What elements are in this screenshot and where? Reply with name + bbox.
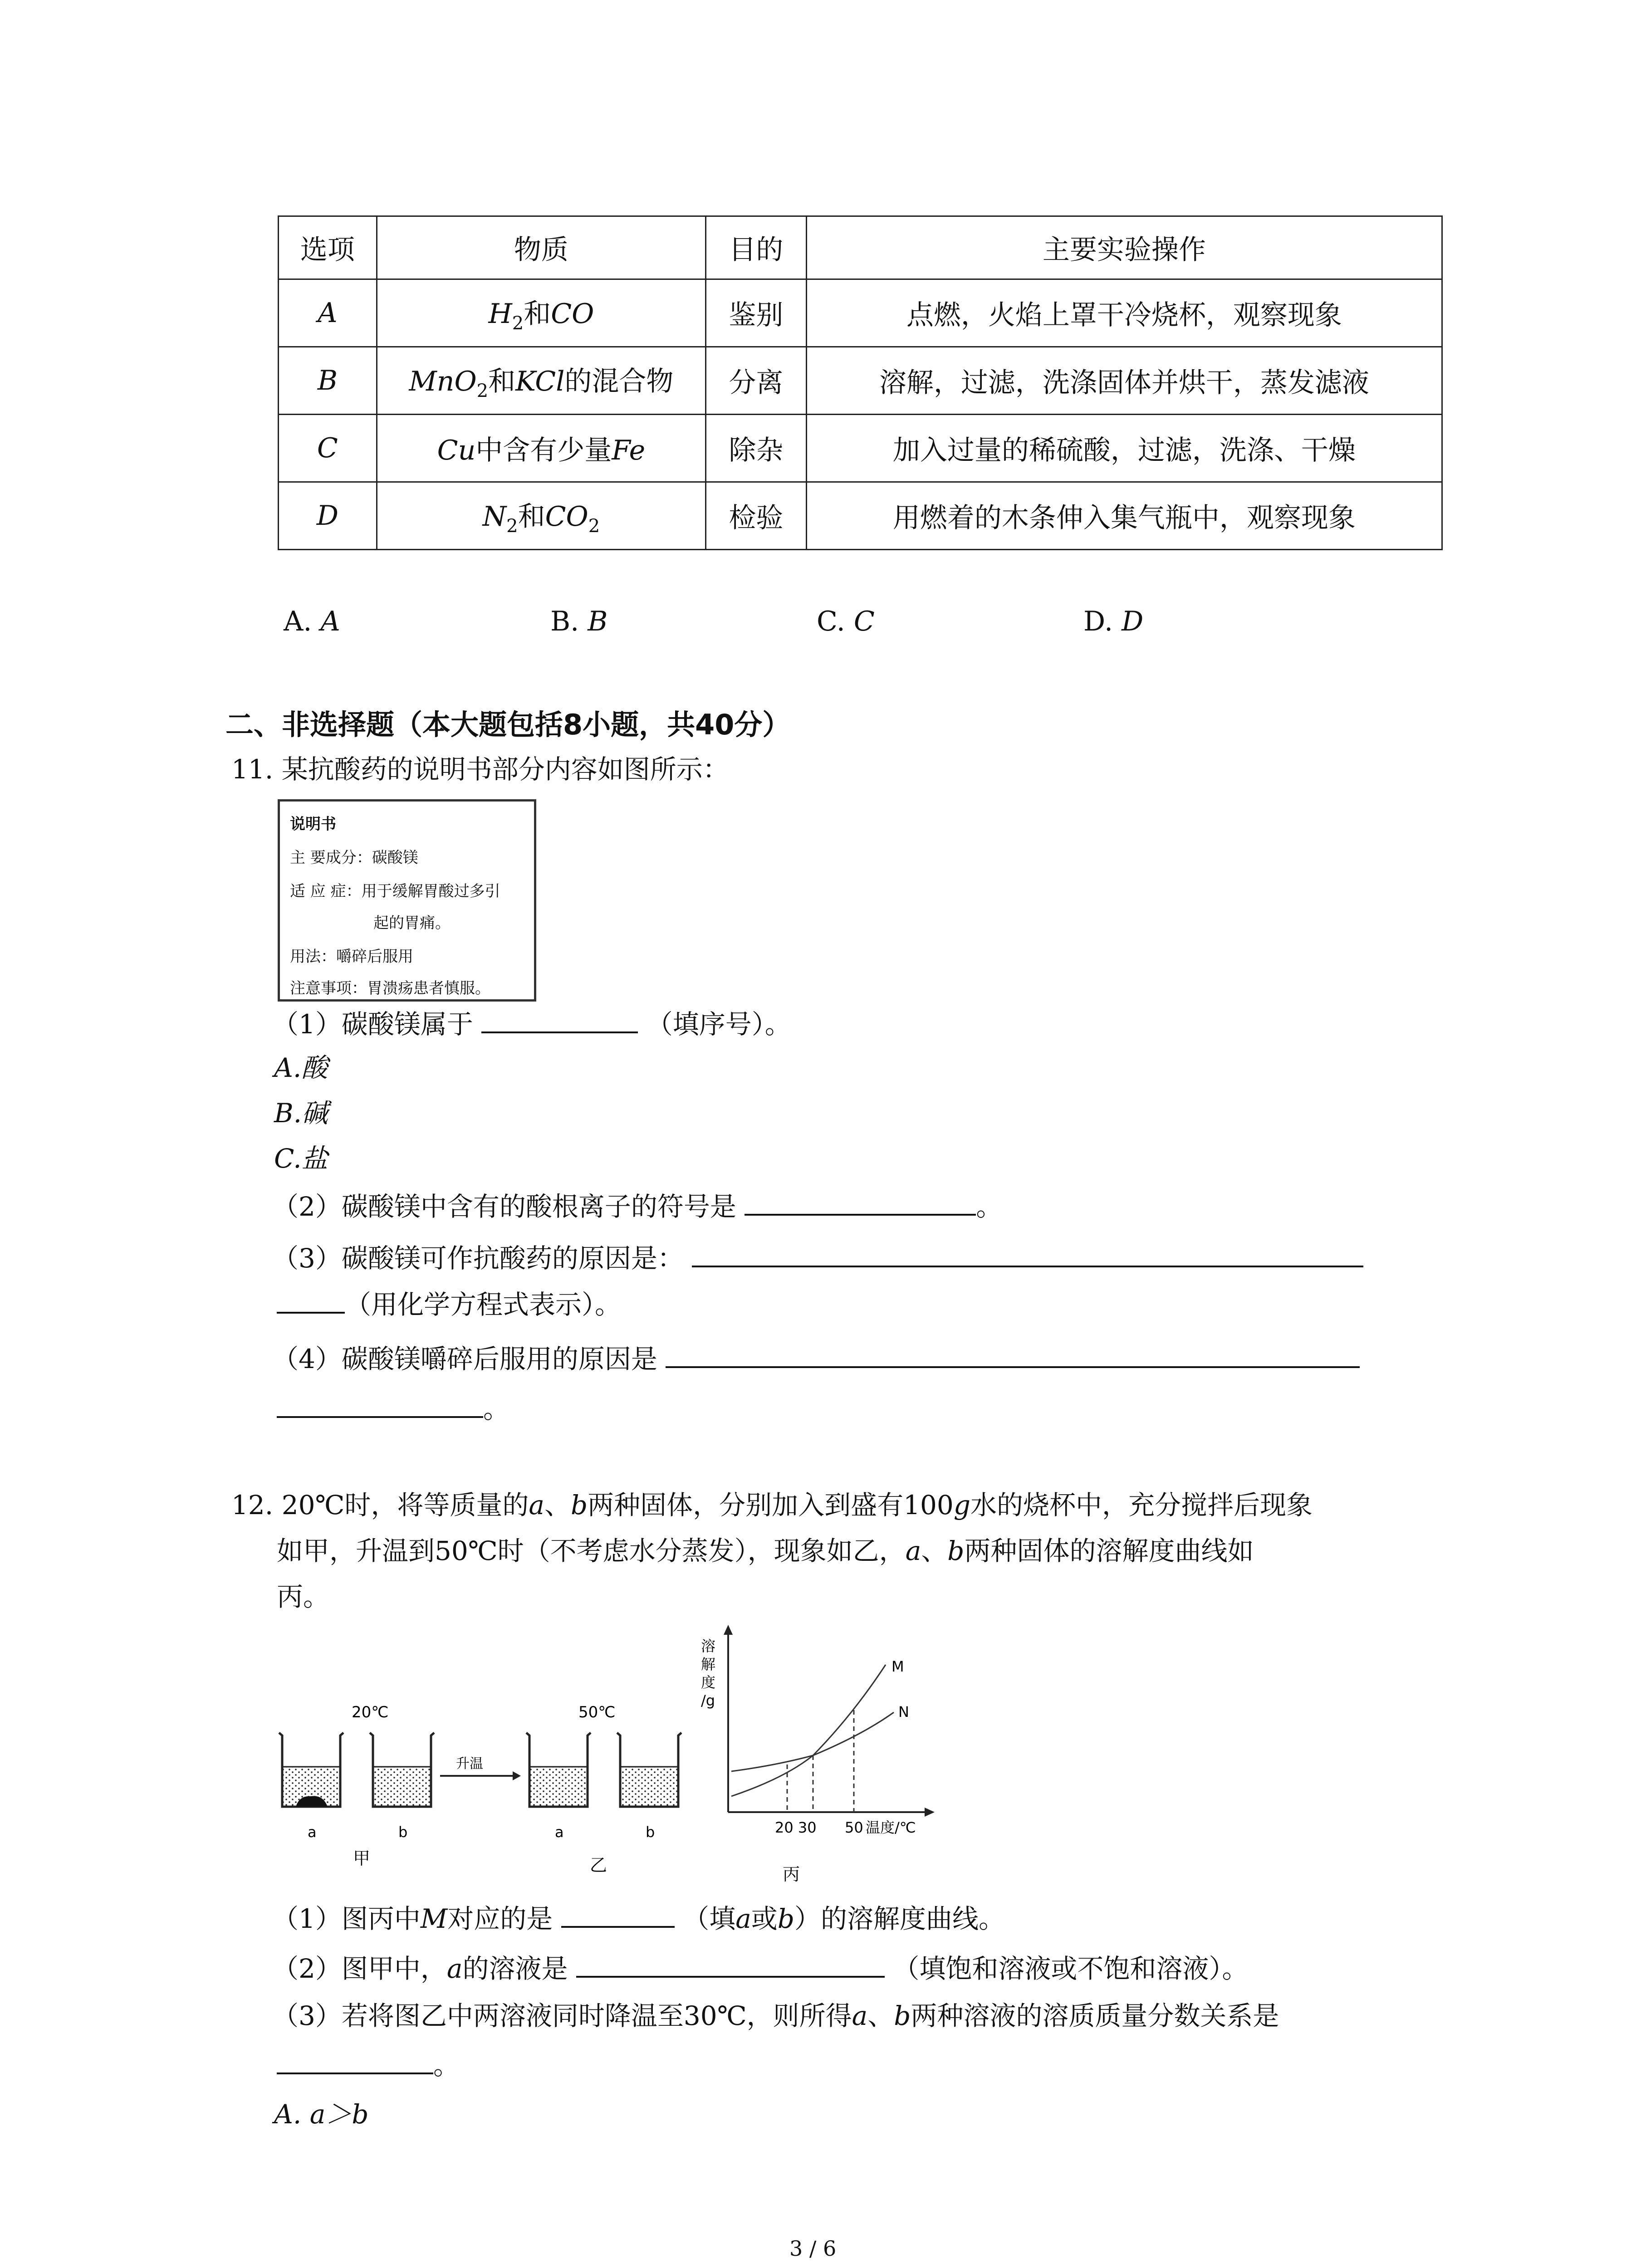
answer-blank[interactable]	[666, 1342, 1360, 1368]
solubility-graph	[701, 1625, 935, 1836]
q11-stem: 11. 某抗酸药的说明书部分内容如图所示：	[231, 754, 729, 785]
manual-line: 起的胃痛。	[373, 914, 451, 932]
q11-option-b: B.碱	[274, 1098, 328, 1129]
header-cell: 目的	[706, 216, 807, 279]
x-axis-label: 温度/℃	[866, 1819, 916, 1836]
svg-text:/g: /g	[701, 1692, 715, 1709]
tick-label: 50	[845, 1819, 863, 1836]
header-cell: 物质	[377, 216, 705, 279]
answer-blank[interactable]	[745, 1189, 976, 1216]
answer-blank[interactable]	[277, 1287, 345, 1314]
q11-part2: （2）碳酸镁中含有的酸根离子的符号是 。	[272, 1189, 1002, 1223]
heating-arrow-icon	[440, 1756, 521, 1780]
answer-blank[interactable]	[576, 1951, 885, 1978]
svg-text:解: 解	[701, 1656, 716, 1673]
beaker-label: b	[646, 1823, 655, 1841]
q12-stem-line3: 丙。	[277, 1581, 330, 1612]
purpose-cell: 分离	[706, 347, 807, 415]
option-cell: C	[279, 415, 377, 482]
section-title: 二、非选择题（本大题包括8小题，共40分）	[225, 708, 791, 741]
header-cell: 选项	[279, 216, 377, 279]
curve-n	[731, 1712, 894, 1771]
purpose-cell: 除杂	[706, 415, 807, 482]
choice-b[interactable]: B. B	[550, 606, 608, 637]
manual-line: 适 应 症：用于缓解胃酸过多引	[290, 882, 500, 900]
q11-option-c: C.盐	[274, 1143, 328, 1174]
substance-cell: MnO$_2$和KCl的混合物	[377, 347, 705, 415]
q11-part1: （1）碳酸镁属于 （填序号）。	[272, 1007, 791, 1041]
page-number: 3 / 6	[789, 2236, 837, 2261]
beaker-label: b	[398, 1823, 408, 1841]
q12-part3: （3）若将图乙中两溶液同时降温至30℃，则所得a、b两种溶液的溶质质量分数关系是	[272, 2000, 1279, 2031]
q11-part3-cont: （用化学方程式表示）。	[277, 1287, 621, 1321]
operation-cell: 溶解，过滤，洗涤固体并烘干，蒸发滤液	[806, 347, 1442, 415]
beaker-label: a	[308, 1823, 317, 1841]
table-header-row	[279, 216, 1442, 279]
option-cell: D	[279, 482, 377, 550]
q12-stem-line2: 如甲，升温到50℃时（不考虑水分蒸发），现象如乙，a、b两种固体的溶解度曲线如	[277, 1535, 1254, 1566]
substance-cell: $N_2$和$CO_2$	[377, 482, 705, 550]
manual-line: 注意事项：胃溃疡患者慎服。	[290, 979, 490, 997]
manual-line: 主 要成分：碳酸镁	[290, 849, 418, 867]
table-row	[279, 347, 1442, 415]
option-cell: B	[279, 347, 377, 415]
operation-cell: 加入过量的稀硫酸，过滤，洗涤、干燥	[806, 415, 1442, 482]
svg-text:M: M	[892, 1658, 904, 1675]
manual-title: 说明书	[290, 815, 336, 833]
beaker-yi-b	[617, 1733, 681, 1807]
choice-a[interactable]: A. A	[284, 606, 340, 637]
q12-part3-cont: 。	[277, 2048, 460, 2082]
beaker-label: a	[555, 1823, 564, 1841]
answer-blank[interactable]	[561, 1901, 675, 1928]
svg-text:溶: 溶	[701, 1637, 716, 1655]
q11-part4: （4）碳酸镁嚼碎后服用的原因是	[272, 1342, 1360, 1375]
answer-blank[interactable]	[277, 2048, 433, 2074]
answer-blank[interactable]	[277, 1392, 483, 1418]
figure-bing-label: 丙	[783, 1864, 800, 1884]
substance-cell: Cu中含有少量Fe	[377, 415, 705, 482]
curve-m	[731, 1665, 886, 1796]
figure-yi-label: 乙	[590, 1855, 607, 1875]
q12-stem-line1: 12. 20℃时，将等质量的a、b两种固体，分别加入到盛有100g水的烧杯中，充分搅拌后现象	[231, 1490, 1313, 1520]
substance-cell: $H_2$和CO	[377, 279, 705, 347]
table-row	[279, 482, 1442, 550]
table-row	[279, 279, 1442, 347]
beaker-jia-b	[370, 1733, 434, 1807]
operation-cell: 点燃，火焰上罩干冷烧杯，观察现象	[806, 279, 1442, 347]
header-cell: 主要实验操作	[806, 216, 1442, 279]
answer-blank[interactable]	[481, 1007, 638, 1033]
choice-c[interactable]: C. C	[817, 606, 875, 637]
svg-text:N: N	[898, 1703, 909, 1721]
beaker-yi-a	[526, 1733, 591, 1807]
q11-part4-cont: 。	[277, 1392, 509, 1425]
purpose-cell: 检验	[706, 482, 807, 550]
svg-text:度: 度	[701, 1674, 716, 1691]
figure-jia-label: 甲	[353, 1848, 371, 1868]
purpose-cell: 鉴别	[706, 279, 807, 347]
manual-line: 用法：嚼碎后服用	[290, 948, 413, 966]
q12-figure	[272, 1624, 944, 1892]
choice-d[interactable]: D. D	[1083, 606, 1144, 637]
options-table	[278, 215, 1443, 550]
svg-text:升温: 升温	[456, 1756, 483, 1772]
q12-option-a: A. a＞b	[274, 2099, 369, 2130]
manual-image	[278, 799, 536, 1002]
tick-label: 20 30	[775, 1819, 817, 1836]
q11-part3: （3）碳酸镁可作抗酸药的原因是：	[272, 1241, 1363, 1275]
beaker-jia-a	[279, 1733, 343, 1807]
q11-option-a: A.酸	[274, 1052, 328, 1083]
q12-part2: （2）图甲中，a的溶液是 （填饱和溶液或不饱和溶液）。	[272, 1951, 1248, 1985]
temp-20-label: 20℃	[352, 1703, 389, 1721]
operation-cell: 用燃着的木条伸入集气瓶中，观察现象	[806, 482, 1442, 550]
answer-blank[interactable]	[692, 1241, 1363, 1267]
q12-part1: （1）图丙中M对应的是 （填a或b）的溶解度曲线。	[272, 1901, 1005, 1935]
table-row	[279, 415, 1442, 482]
temp-50-label: 50℃	[578, 1703, 616, 1721]
option-cell: A	[279, 279, 377, 347]
